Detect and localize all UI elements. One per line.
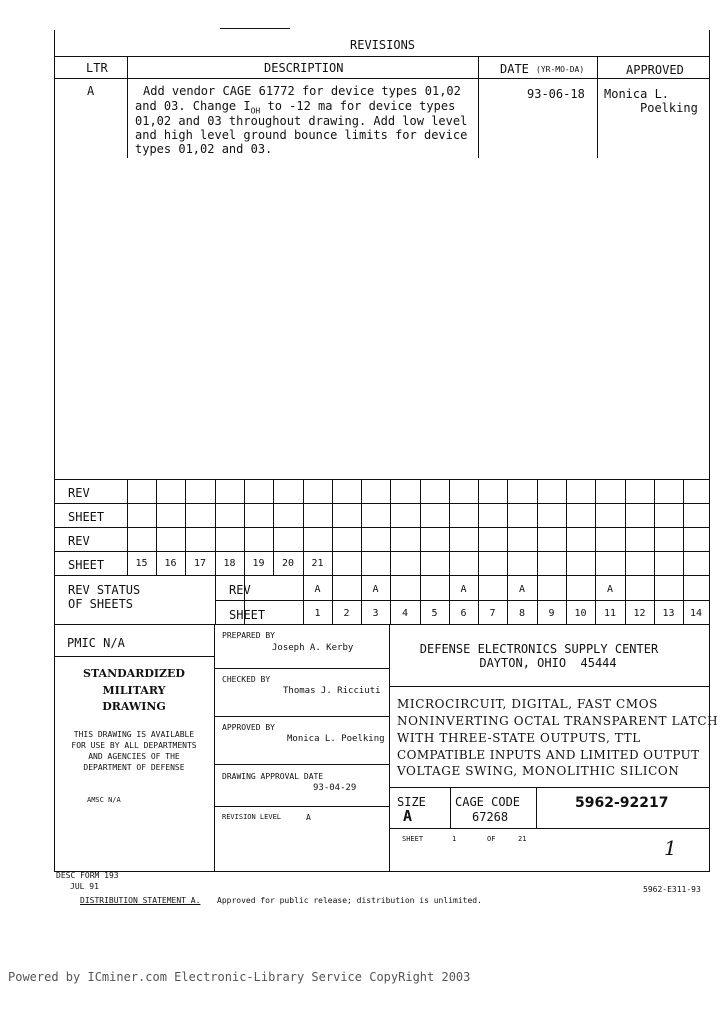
grid-rule-1	[54, 479, 709, 480]
cage-divider	[536, 787, 537, 828]
rev-entry-approved-2: Poelking	[640, 101, 698, 115]
ioh-subscript: OH	[250, 106, 261, 116]
size-value: A	[403, 807, 413, 825]
size-divider	[450, 787, 451, 828]
amsc-label: AMSC N/A	[87, 796, 121, 804]
pmic-rule	[54, 656, 214, 657]
availability-line-1: THIS DRAWING IS AVAILABLE	[73, 730, 195, 739]
rev-desc-line-5: types 01,02 and 03.	[135, 142, 273, 156]
grid-vline	[449, 479, 450, 624]
sheet-num-7: 7	[489, 608, 496, 619]
title-block-divider-1	[214, 624, 215, 872]
checked-by: Thomas J. Ricciuti	[283, 686, 381, 696]
upper-sheet-16: 16	[164, 558, 177, 569]
sheet-footer-label: SHEET	[402, 835, 424, 843]
distribution-text: Approved for public release; distribution is unlimited.	[217, 896, 482, 905]
rev-col-divider-2	[478, 56, 479, 158]
col-ltr: LTR	[86, 61, 108, 75]
sheet-num-8: 8	[518, 608, 526, 619]
grid-vline	[683, 479, 684, 624]
sheet-num-1: 1	[314, 608, 321, 619]
grid-vline	[537, 479, 538, 624]
approved-by-label: APPROVED BY	[222, 723, 275, 732]
grid-vline	[654, 479, 655, 624]
availability-line-2: FOR USE BY ALL DEPARTMENTS	[71, 741, 197, 750]
grid-vline	[244, 479, 245, 624]
smd-line-3: DRAWING	[102, 700, 166, 713]
sheet-num-4: 4	[401, 608, 409, 619]
revision-level-label: REVISION LEVEL	[222, 813, 282, 821]
rev-desc-line-3: 01,02 and 03 throughout drawing. Add low level	[135, 114, 468, 128]
grid-vline	[361, 479, 362, 624]
rev-entry-ltr: A	[87, 84, 95, 98]
bottom-border	[54, 871, 709, 872]
rev-letter-11: A	[606, 584, 614, 595]
approved-rule	[214, 764, 389, 765]
grid-rule-5	[54, 575, 709, 576]
col-date-format: (YR-MO-DA)	[536, 65, 585, 74]
grid-label-rev-1: REV	[68, 486, 90, 500]
smd-line-2: MILITARY	[102, 684, 166, 697]
sheet-num-3: 3	[372, 608, 379, 619]
agency-line-2: DAYTON, OHIO 45444	[479, 656, 617, 670]
title-rule	[389, 787, 709, 788]
upper-sheet-15: 15	[135, 558, 148, 569]
approved-by: Monica L. Poelking	[287, 734, 385, 744]
revisions-rule	[54, 56, 709, 57]
sheet-num-2: 2	[343, 608, 350, 619]
col-date: DATE	[500, 62, 529, 76]
handwritten-page-mark: 1	[664, 836, 677, 860]
form-line-2: JUL 91	[70, 882, 99, 891]
rev-desc-line-2: and 03. Change $I_{OH}$ to -12 ma for device types	[135, 99, 456, 116]
checked-rule	[214, 716, 389, 717]
approval-date-rule	[214, 806, 389, 807]
upper-sheet-19: 19	[252, 558, 265, 569]
powered-by-notice: Powered by ICminer.com Electronic-Library Service CopyRight 2003	[8, 970, 471, 984]
smd-line-1: STANDARDIZED	[83, 667, 185, 680]
upper-sheet-21: 21	[311, 558, 324, 569]
grid-vline	[420, 479, 421, 624]
grid-vline	[566, 479, 567, 624]
right-border	[709, 30, 710, 872]
title-line-2: NONINVERTING OCTAL TRANSPARENT LATCH	[397, 714, 719, 728]
sheet-num-11: 11	[603, 608, 617, 619]
col-description: DESCRIPTION	[264, 61, 344, 75]
sheet-label: SHEET	[229, 608, 266, 622]
grid-rule-3	[54, 527, 709, 528]
rev-desc-line-1: Add vendor CAGE 61772 for device types 01,02	[143, 84, 461, 98]
title-line-3: WITH THREE-STATE OUTPUTS, TTL	[397, 731, 641, 745]
form-line-1: DESC FORM 193	[56, 871, 119, 880]
upper-sheet-18: 18	[223, 558, 236, 569]
rev-entry-approved-1: Monica L.	[604, 87, 670, 101]
size-label: SIZE	[397, 795, 426, 809]
title-line-5: VOLTAGE SWING, MONOLITHIC SILICON	[397, 764, 680, 778]
grid-rule-6	[215, 600, 709, 601]
sheet-footer-of: OF	[487, 835, 496, 843]
sheet-num-6: 6	[460, 608, 467, 619]
sheet-num-14: 14	[689, 608, 703, 619]
rev-letter-3: A	[372, 584, 379, 595]
upper-sheet-20: 20	[281, 558, 295, 569]
top-dash	[220, 28, 290, 29]
sheet-num-13: 13	[662, 608, 675, 619]
revisions-title: REVISIONS	[350, 38, 416, 52]
rev-col-divider-1	[127, 56, 128, 158]
grid-vline	[507, 479, 508, 624]
approval-date: 93-04-29	[313, 783, 357, 793]
availability-line-3: AND AGENCIES OF THE	[88, 752, 180, 761]
rev-entry-date: 93-06-18	[527, 87, 585, 101]
sheet-footer-total: 21	[518, 835, 527, 843]
grid-rule-7	[54, 624, 709, 625]
grid-label-rev-2: REV	[68, 534, 90, 548]
cage-label: CAGE CODE	[455, 795, 521, 809]
doc-code: 5962-E311-93	[643, 885, 701, 894]
sheet-num-10: 10	[574, 608, 587, 619]
rev-letter-6: A	[460, 584, 467, 595]
agency-line-1: DEFENSE ELECTRONICS SUPPLY CENTER	[419, 642, 659, 656]
prepared-by-label: PREPARED BY	[222, 631, 275, 640]
rev-letter-1: A	[314, 584, 321, 595]
sheet-num-5: 5	[431, 608, 438, 619]
grid-vline	[332, 479, 333, 624]
drawing-number: 5962-92217	[575, 795, 669, 811]
sheet-num-9: 9	[548, 608, 555, 619]
grid-vline	[478, 479, 479, 624]
checked-by-label: CHECKED BY	[222, 675, 271, 684]
upper-sheet-17: 17	[193, 558, 207, 569]
sheet-num-12: 12	[633, 608, 646, 619]
grid-vline	[215, 575, 216, 624]
prepared-by: Joseph A. Kerby	[272, 643, 354, 653]
rev-desc-line-4: and high level ground bounce limits for device	[135, 128, 468, 142]
grid-vline	[625, 479, 626, 624]
pmic-label: PMIC N/A	[67, 636, 125, 650]
agency-rule	[389, 686, 709, 687]
revision-level: A	[306, 813, 311, 822]
grid-label-sheet-2: SHEET	[68, 558, 105, 572]
of-sheets-label: OF SHEETS	[68, 597, 134, 611]
rev-label: REV	[229, 583, 251, 597]
prepared-rule	[214, 668, 389, 669]
col-approved: APPROVED	[626, 63, 684, 77]
rev-col-divider-3	[597, 56, 598, 158]
approval-date-label: DRAWING APPROVAL DATE	[222, 772, 324, 781]
grid-rule-2	[54, 503, 709, 504]
grid-vline	[390, 479, 391, 624]
grid-vline	[303, 479, 304, 624]
size-rule	[389, 828, 709, 829]
sheet-footer-number: 1	[452, 835, 457, 843]
rev-status-label: REV STATUS	[68, 583, 141, 597]
revisions-header-rule	[54, 78, 709, 79]
distribution-label: DISTRIBUTION STATEMENT A.	[80, 896, 201, 905]
grid-label-sheet-1: SHEET	[68, 510, 105, 524]
cage-value: 67268	[472, 810, 509, 824]
title-line-4: COMPATIBLE INPUTS AND LIMITED OUTPUT	[397, 748, 700, 762]
availability-line-4: DEPARTMENT OF DEFENSE	[83, 763, 185, 772]
rev-letter-8: A	[518, 584, 526, 595]
grid-rule-4	[54, 551, 709, 552]
grid-vline	[595, 479, 596, 624]
title-line-1: MICROCIRCUIT, DIGITAL, FAST CMOS	[397, 697, 658, 711]
